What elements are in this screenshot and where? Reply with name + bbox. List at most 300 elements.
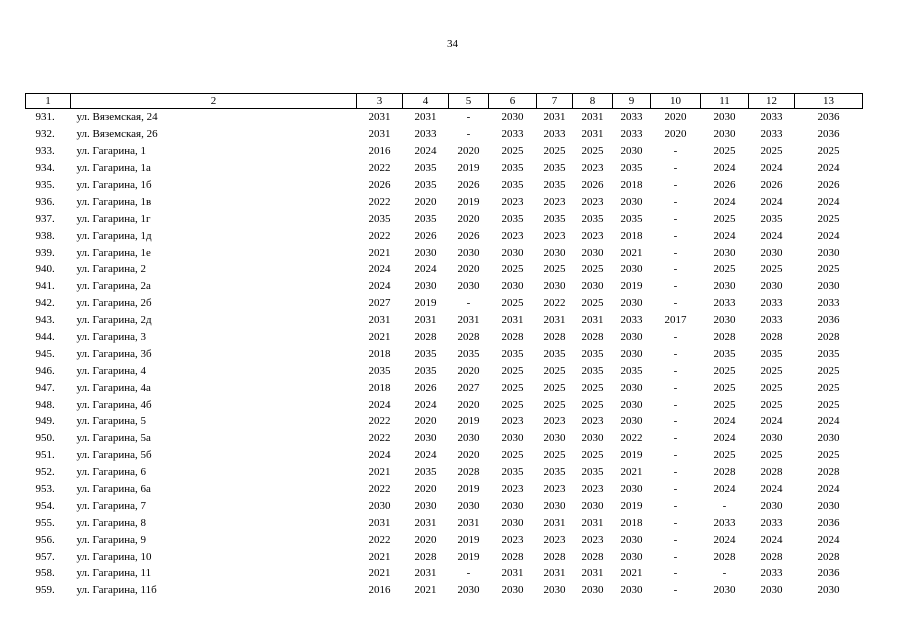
table-row (26, 261, 863, 278)
year-cell: 2025 (713, 364, 736, 377)
data-table (25, 93, 863, 599)
year-cell: 2035 (760, 212, 783, 225)
year-cell: 2024 (760, 483, 783, 496)
year-cell: 2025 (713, 263, 736, 276)
year-cell: 2020 (457, 145, 480, 158)
year-cell: 2030 (414, 499, 437, 512)
year-cell: 2019 (457, 195, 480, 208)
year-cell: 2030 (620, 550, 643, 563)
year-cell: 2018 (620, 229, 643, 242)
year-cell: - (673, 466, 678, 479)
row-number: 937. (35, 212, 55, 225)
year-cell: 2035 (414, 212, 437, 225)
year-cell: 2020 (457, 398, 480, 411)
table-row (26, 109, 863, 126)
year-cell: 2036 (817, 516, 840, 529)
year-cell: 2025 (817, 449, 840, 462)
year-cell: 2035 (543, 347, 566, 360)
year-cell: 2026 (457, 229, 480, 242)
year-cell: 2022 (368, 195, 391, 208)
year-cell: 2030 (581, 432, 604, 445)
year-cell: 2033 (713, 516, 736, 529)
year-cell: 2020 (457, 364, 480, 377)
address-cell: ул. Гагарина, 1 (76, 145, 147, 158)
table-row (26, 278, 863, 295)
column-header: 7 (537, 94, 573, 109)
year-cell: 2030 (501, 280, 524, 293)
year-cell: 2023 (501, 483, 524, 496)
year-cell: - (673, 263, 678, 276)
year-cell: 2030 (620, 263, 643, 276)
year-cell: - (673, 567, 678, 580)
year-cell: 2031 (581, 314, 604, 327)
year-cell: 2030 (543, 246, 566, 259)
table-row (26, 481, 863, 498)
year-cell: 2031 (457, 314, 480, 327)
year-cell: 2026 (457, 179, 480, 191)
year-cell: 2027 (457, 381, 480, 394)
address-cell: ул. Гагарина, 1в (76, 195, 152, 208)
year-cell: 2025 (817, 263, 840, 276)
year-cell: 2031 (414, 516, 437, 529)
year-cell: 2031 (543, 314, 566, 327)
address-cell: ул. Гагарина, 1д (76, 229, 152, 242)
column-header: 6 (489, 94, 537, 109)
year-cell: 2024 (760, 229, 783, 242)
year-cell: 2030 (457, 432, 480, 445)
year-cell: 2030 (501, 584, 524, 597)
year-cell: 2025 (760, 449, 783, 462)
year-cell: 2028 (713, 331, 736, 344)
year-cell: 2025 (713, 449, 736, 462)
year-cell: 2031 (501, 314, 524, 327)
year-cell: 2028 (501, 550, 524, 563)
year-cell: 2031 (543, 111, 566, 124)
year-cell: 2035 (414, 162, 437, 175)
year-cell: 2026 (414, 381, 437, 394)
year-cell: 2026 (817, 179, 840, 191)
table-row (26, 531, 863, 548)
year-cell: - (673, 516, 678, 529)
year-cell: 2030 (501, 246, 524, 259)
year-cell: 2028 (817, 466, 840, 479)
year-cell: 2028 (543, 550, 566, 563)
year-cell: - (466, 128, 471, 141)
year-cell: - (722, 499, 727, 512)
year-cell: 2030 (543, 584, 566, 597)
year-cell: - (673, 246, 678, 259)
year-cell: 2019 (620, 449, 643, 462)
year-cell: 2021 (414, 584, 437, 597)
table-row (26, 413, 863, 430)
column-header: 13 (795, 94, 863, 109)
year-cell: 2020 (664, 128, 687, 141)
year-cell: 2035 (414, 466, 437, 479)
year-cell: 2025 (713, 398, 736, 411)
page-number: 34 (447, 38, 458, 50)
year-cell: 2033 (414, 128, 437, 141)
year-cell: 2026 (581, 179, 604, 191)
year-cell: 2025 (760, 398, 783, 411)
year-cell: 2028 (817, 331, 840, 344)
year-cell: 2024 (713, 432, 736, 445)
year-cell: 2030 (817, 246, 840, 259)
year-cell: 2024 (368, 449, 391, 462)
year-cell: 2028 (414, 550, 437, 563)
year-cell: 2025 (817, 364, 840, 377)
year-cell: - (722, 567, 727, 580)
row-number: 948. (35, 398, 55, 411)
table-row (26, 244, 863, 261)
year-cell: 2020 (664, 111, 687, 124)
year-cell: 2020 (414, 533, 437, 546)
year-cell: 2035 (414, 364, 437, 377)
year-cell: - (466, 567, 471, 580)
year-cell: 2031 (543, 516, 566, 529)
year-cell: 2030 (620, 584, 643, 597)
year-cell: 2030 (620, 347, 643, 360)
year-cell: 2025 (817, 398, 840, 411)
year-cell: 2031 (581, 567, 604, 580)
year-cell: 2035 (581, 364, 604, 377)
year-cell: 2026 (414, 229, 437, 242)
year-cell: 2024 (817, 533, 840, 546)
table-row (26, 379, 863, 396)
table-row (26, 396, 863, 413)
address-cell: ул. Гагарина, 4б (76, 398, 152, 411)
row-number: 944. (35, 331, 55, 344)
year-cell: 2024 (368, 263, 391, 276)
row-number: 940. (35, 263, 55, 276)
year-cell: 2035 (543, 179, 566, 191)
address-cell: ул. Вяземская, 24 (76, 111, 158, 124)
year-cell: 2030 (713, 584, 736, 597)
year-cell: 2022 (543, 297, 566, 310)
year-cell: 2025 (543, 364, 566, 377)
year-cell: 2030 (543, 280, 566, 293)
table-row (26, 312, 863, 329)
year-cell: 2022 (368, 229, 391, 242)
year-cell: 2025 (760, 263, 783, 276)
year-cell: 2031 (457, 516, 480, 529)
year-cell: 2030 (457, 499, 480, 512)
year-cell: 2025 (543, 263, 566, 276)
year-cell: 2030 (760, 499, 783, 512)
year-cell: 2024 (713, 229, 736, 242)
address-cell: ул. Гагарина, 4а (76, 381, 151, 394)
address-cell: ул. Гагарина, 7 (76, 499, 147, 512)
table-row (26, 227, 863, 244)
year-cell: 2022 (620, 432, 643, 445)
year-cell: 2033 (620, 128, 643, 141)
year-cell: 2030 (760, 280, 783, 293)
year-cell: 2031 (414, 314, 437, 327)
row-number: 955. (35, 516, 55, 529)
column-header: 11 (701, 94, 749, 109)
year-cell: 2031 (414, 111, 437, 124)
year-cell: 2025 (501, 297, 524, 310)
row-number: 934. (35, 162, 55, 175)
year-cell: 2030 (620, 483, 643, 496)
year-cell: 2030 (713, 280, 736, 293)
year-cell: 2024 (817, 162, 840, 175)
year-cell: - (673, 280, 678, 293)
address-cell: ул. Гагарина, 1б (76, 179, 152, 191)
row-number: 943. (35, 314, 55, 327)
year-cell: 2033 (543, 128, 566, 141)
year-cell: 2035 (501, 347, 524, 360)
address-cell: ул. Гагарина, 6 (76, 466, 147, 479)
row-number: 957. (35, 550, 55, 563)
table-row (26, 362, 863, 379)
row-number: 935. (35, 179, 55, 191)
year-cell: 2025 (713, 145, 736, 158)
year-cell: 2030 (414, 246, 437, 259)
year-cell: 2035 (543, 162, 566, 175)
year-cell: 2030 (368, 499, 391, 512)
table-row (26, 177, 863, 194)
row-number: 951. (35, 449, 55, 462)
year-cell: - (673, 584, 678, 597)
year-cell: 2018 (620, 179, 643, 191)
year-cell: 2030 (620, 145, 643, 158)
column-header: 10 (651, 94, 701, 109)
year-cell: 2023 (581, 483, 604, 496)
year-cell: 2024 (817, 415, 840, 428)
year-cell: 2018 (368, 381, 391, 394)
year-cell: 2025 (581, 398, 604, 411)
year-cell: 2028 (457, 466, 480, 479)
year-cell: 2035 (501, 466, 524, 479)
table-row (26, 345, 863, 362)
row-number: 953. (35, 483, 55, 496)
year-cell: 2024 (368, 398, 391, 411)
row-number: 958. (35, 567, 55, 580)
address-cell: ул. Гагарина, 10 (76, 550, 152, 563)
year-cell: 2024 (817, 229, 840, 242)
year-cell: 2021 (368, 466, 391, 479)
header-row (26, 94, 863, 109)
year-cell: 2035 (414, 347, 437, 360)
year-cell: 2033 (817, 297, 840, 310)
year-cell: 2018 (368, 347, 391, 360)
year-cell: 2028 (760, 550, 783, 563)
year-cell: 2033 (760, 314, 783, 327)
table-row (26, 497, 863, 514)
year-cell: 2025 (501, 381, 524, 394)
year-cell: 2025 (501, 398, 524, 411)
address-cell: ул. Гагарина, 5 (76, 415, 147, 428)
table-row (26, 514, 863, 531)
year-cell: 2031 (368, 128, 391, 141)
year-cell: 2031 (581, 128, 604, 141)
year-cell: 2022 (368, 162, 391, 175)
year-cell: 2035 (581, 466, 604, 479)
year-cell: - (673, 331, 678, 344)
year-cell: - (673, 432, 678, 445)
year-cell: 2020 (457, 449, 480, 462)
address-cell: ул. Гагарина, 2б (76, 297, 152, 310)
year-cell: 2023 (581, 162, 604, 175)
year-cell: 2023 (501, 415, 524, 428)
year-cell: 2021 (368, 550, 391, 563)
year-cell: 2021 (620, 466, 643, 479)
year-cell: 2030 (457, 246, 480, 259)
year-cell: - (673, 483, 678, 496)
year-cell: 2030 (620, 533, 643, 546)
year-cell: 2036 (817, 128, 840, 141)
year-cell: 2024 (368, 280, 391, 293)
year-cell: 2025 (581, 381, 604, 394)
address-cell: ул. Гагарина, 1г (76, 212, 151, 225)
year-cell: 2022 (368, 415, 391, 428)
year-cell: 2030 (620, 297, 643, 310)
year-cell: 2024 (414, 398, 437, 411)
year-cell: 2021 (368, 246, 391, 259)
year-cell: 2025 (501, 145, 524, 158)
year-cell: 2023 (501, 533, 524, 546)
year-cell: - (673, 347, 678, 360)
year-cell: 2023 (543, 533, 566, 546)
row-number: 959. (35, 584, 55, 597)
year-cell: 2024 (817, 483, 840, 496)
year-cell: 2030 (414, 280, 437, 293)
column-header: 3 (357, 94, 403, 109)
row-number: 945. (35, 347, 55, 360)
year-cell: 2030 (501, 111, 524, 124)
year-cell: 2025 (760, 364, 783, 377)
year-cell: 2028 (713, 466, 736, 479)
year-cell: 2035 (760, 347, 783, 360)
year-cell: 2030 (620, 398, 643, 411)
year-cell: 2023 (581, 415, 604, 428)
table-row (26, 447, 863, 464)
row-number: 939. (35, 246, 55, 259)
year-cell: 2030 (581, 499, 604, 512)
row-number: 946. (35, 364, 55, 377)
column-header: 5 (449, 94, 489, 109)
year-cell: 2016 (368, 584, 391, 597)
year-cell: 2019 (620, 280, 643, 293)
year-cell: 2030 (501, 516, 524, 529)
year-cell: 2019 (457, 415, 480, 428)
year-cell: 2020 (457, 263, 480, 276)
year-cell: 2035 (543, 466, 566, 479)
year-cell: 2020 (457, 212, 480, 225)
year-cell: 2024 (414, 263, 437, 276)
year-cell: 2033 (713, 297, 736, 310)
year-cell: 2028 (581, 331, 604, 344)
year-cell: 2022 (368, 432, 391, 445)
year-cell: - (673, 533, 678, 546)
address-cell: ул. Гагарина, 8 (76, 516, 147, 529)
year-cell: 2035 (620, 364, 643, 377)
column-header: 2 (71, 94, 357, 109)
year-cell: 2030 (543, 499, 566, 512)
year-cell: - (466, 297, 471, 310)
year-cell: 2033 (501, 128, 524, 141)
year-cell: 2022 (368, 483, 391, 496)
row-number: 947. (35, 381, 55, 394)
year-cell: 2030 (713, 246, 736, 259)
year-cell: 2035 (581, 212, 604, 225)
year-cell: 2025 (817, 212, 840, 225)
year-cell: 2030 (501, 499, 524, 512)
year-cell: 2033 (620, 111, 643, 124)
year-cell: 2019 (457, 550, 480, 563)
year-cell: 2035 (368, 364, 391, 377)
table-row (26, 565, 863, 582)
year-cell: 2023 (543, 229, 566, 242)
year-cell: 2025 (760, 145, 783, 158)
column-header: 12 (749, 94, 795, 109)
year-cell: 2023 (581, 229, 604, 242)
year-cell: - (673, 179, 678, 191)
row-number: 941. (35, 280, 55, 293)
year-cell: 2035 (713, 347, 736, 360)
year-cell: 2028 (457, 331, 480, 344)
year-cell: 2030 (817, 499, 840, 512)
row-number: 931. (35, 111, 55, 124)
year-cell: - (673, 499, 678, 512)
year-cell: - (673, 297, 678, 310)
row-number: 936. (35, 195, 55, 208)
year-cell: 2030 (414, 432, 437, 445)
year-cell: 2030 (713, 111, 736, 124)
year-cell: 2023 (543, 415, 566, 428)
table-row (26, 329, 863, 346)
year-cell: 2017 (664, 314, 687, 327)
year-cell: - (673, 398, 678, 411)
year-cell: 2035 (501, 212, 524, 225)
year-cell: 2035 (620, 162, 643, 175)
address-cell: ул. Гагарина, 9 (76, 533, 147, 546)
year-cell: 2025 (581, 297, 604, 310)
year-cell: 2016 (368, 145, 391, 158)
year-cell: 2025 (501, 263, 524, 276)
year-cell: - (673, 195, 678, 208)
year-cell: 2021 (368, 331, 391, 344)
address-cell: ул. Гагарина, 11 (76, 567, 152, 580)
year-cell: 2025 (543, 449, 566, 462)
table-body (26, 109, 863, 599)
year-cell: 2033 (760, 516, 783, 529)
year-cell: 2025 (543, 145, 566, 158)
year-cell: 2028 (817, 550, 840, 563)
row-number: 932. (35, 128, 55, 141)
year-cell: - (673, 381, 678, 394)
address-cell: ул. Гагарина, 5а (76, 432, 151, 445)
year-cell: 2025 (817, 145, 840, 158)
year-cell: 2033 (760, 567, 783, 580)
year-cell: 2031 (414, 567, 437, 580)
year-cell: 2035 (414, 179, 437, 191)
year-cell: 2035 (501, 179, 524, 191)
year-cell: 2025 (543, 398, 566, 411)
year-cell: - (673, 162, 678, 175)
address-cell: ул. Гагарина, 3 (76, 331, 147, 344)
year-cell: 2024 (760, 415, 783, 428)
year-cell: - (673, 449, 678, 462)
year-cell: 2030 (501, 432, 524, 445)
year-cell: 2026 (368, 179, 391, 191)
address-cell: ул. Вяземская, 26 (76, 128, 158, 141)
year-cell: 2028 (543, 331, 566, 344)
column-header: 8 (573, 94, 613, 109)
year-cell: 2024 (760, 162, 783, 175)
table-row (26, 464, 863, 481)
year-cell: 2033 (760, 297, 783, 310)
